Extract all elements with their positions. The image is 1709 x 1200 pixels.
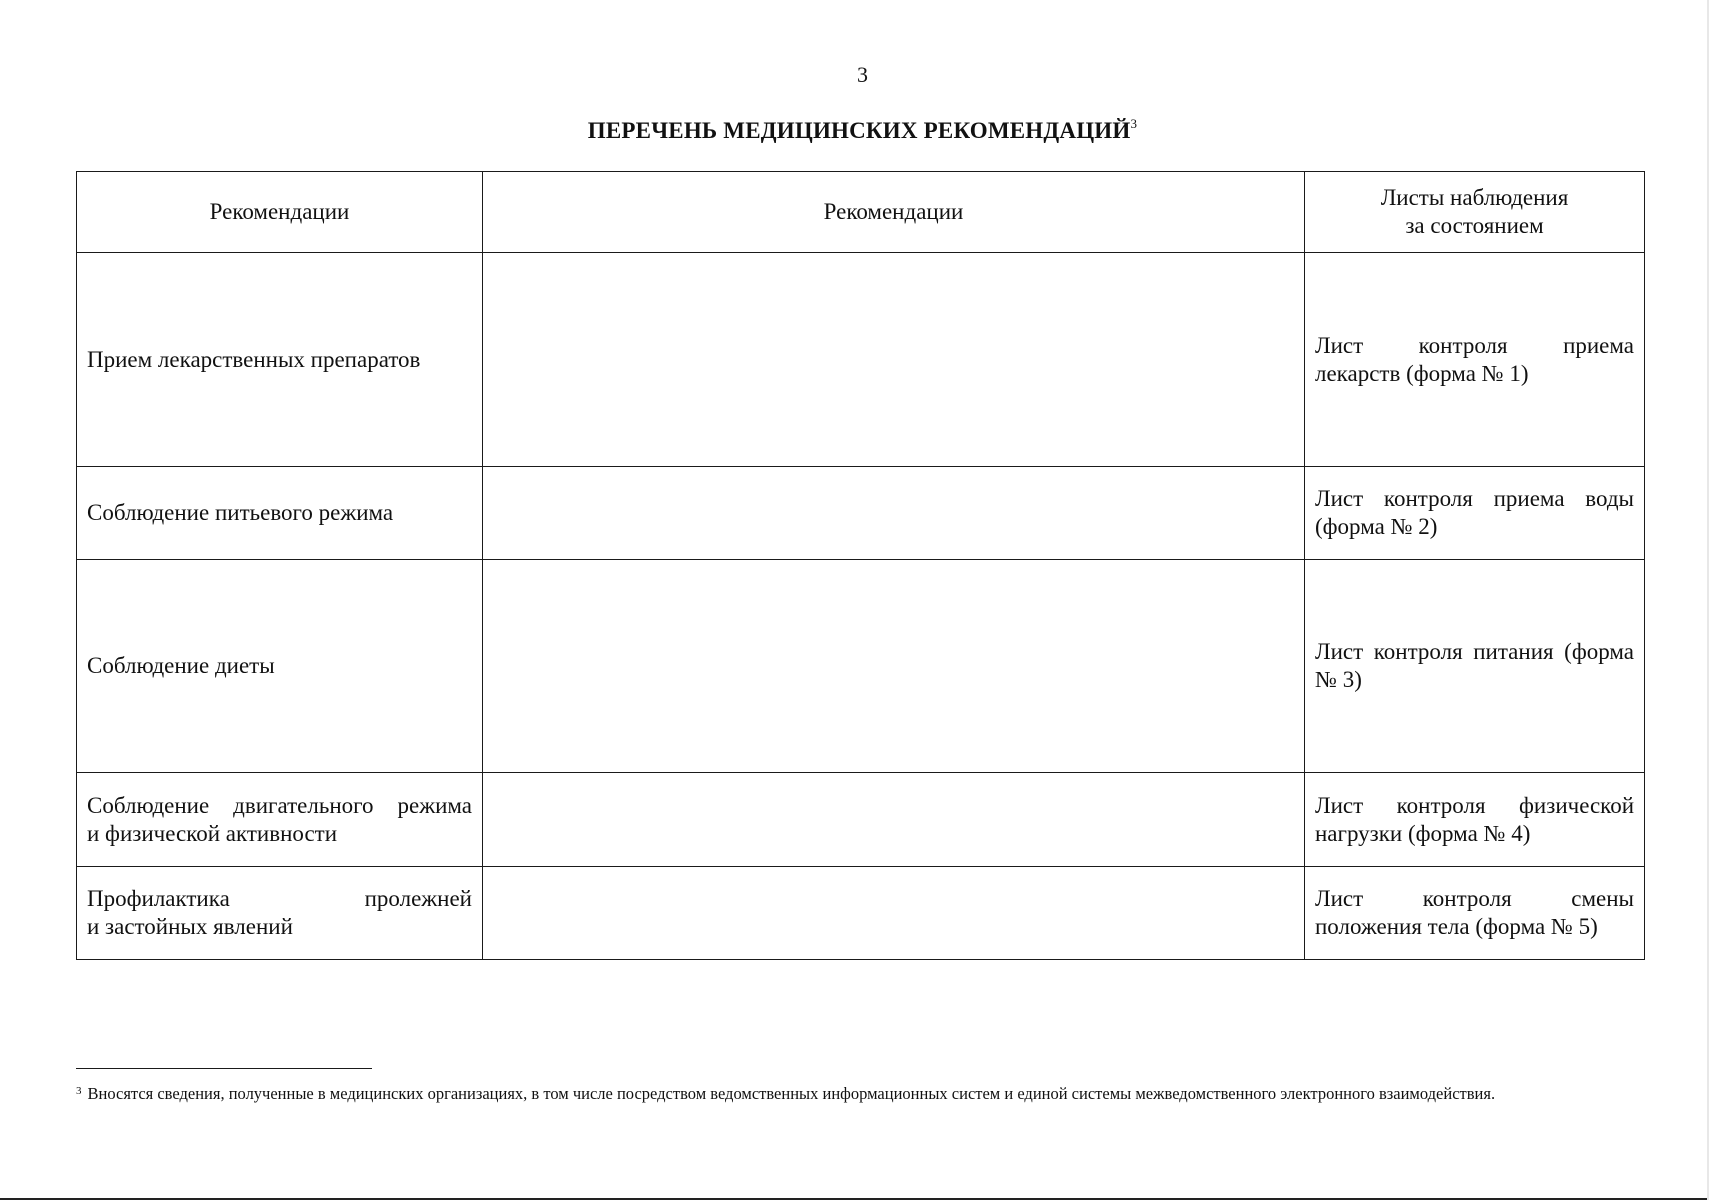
row-4-sheet-line-1: Лист контроля физической xyxy=(1315,792,1634,818)
recommendations-table xyxy=(76,171,1645,960)
row-1-name-line-1: Прием лекарственных препаратов xyxy=(87,346,421,372)
footnote-divider xyxy=(76,1068,372,1069)
row-3-name xyxy=(77,560,483,773)
header-col-3 xyxy=(1305,172,1645,253)
header-col-3-line-2: за состоянием xyxy=(1405,213,1544,238)
document-title-text: ПЕРЕЧЕНЬ МЕДИЦИНСКИХ РЕКОМЕНДАЦИЙ xyxy=(587,118,1131,143)
row-4-recommendation-cell[interactable] xyxy=(483,773,1305,867)
row-4-name-line-2: и физической активности xyxy=(87,820,338,846)
document-title xyxy=(0,116,1709,144)
table-header-row xyxy=(77,172,1645,253)
row-1-sheet-line-2: лекарств (форма № 1) xyxy=(1315,360,1529,386)
row-4-name xyxy=(77,773,483,867)
table-row xyxy=(77,560,1645,773)
row-4-name-line-1: Соблюдение двигательного режима xyxy=(87,792,472,818)
row-4-sheet xyxy=(1305,773,1645,867)
row-1-name xyxy=(77,253,483,467)
row-5-name xyxy=(77,867,483,960)
row-5-sheet xyxy=(1305,867,1645,960)
row-3-sheet xyxy=(1305,560,1645,773)
table-row xyxy=(77,253,1645,467)
row-5-name-line-1: Профилактика пролежней xyxy=(87,886,472,911)
row-3-sheet-line-1: Лист контроля питания (форма xyxy=(1315,639,1634,664)
header-col-1: Рекомендации xyxy=(77,172,483,253)
footnote-mark: 3 xyxy=(76,1085,82,1097)
row-2-sheet-line-1: Лист контроля приема воды xyxy=(1315,486,1634,511)
footnote xyxy=(76,1080,1636,1105)
row-1-sheet xyxy=(1305,253,1645,467)
footnote-text: Вносятся сведения, полученные в медицинских организациях, в том числе посредством ведомственных информационных систем и единой системы межведомственного электронного взаимодействия. xyxy=(87,1084,1496,1103)
row-1-sheet-line-1: Лист контроля приема xyxy=(1315,332,1634,358)
row-2-sheet-line-2: (форма № 2) xyxy=(1315,514,1438,539)
table-row xyxy=(77,467,1645,560)
header-col-2: Рекомендации xyxy=(483,172,1305,253)
table-row xyxy=(77,773,1645,867)
row-3-sheet-line-2: № 3) xyxy=(1315,667,1362,692)
row-2-recommendation-cell[interactable] xyxy=(483,467,1305,560)
row-2-sheet xyxy=(1305,467,1645,560)
table-row xyxy=(77,867,1645,960)
row-2-name xyxy=(77,467,483,560)
row-5-sheet-line-2: положения тела (форма № 5) xyxy=(1315,914,1598,939)
row-1-recommendation-cell[interactable] xyxy=(483,253,1305,467)
row-2-name-line-1: Соблюдение питьевого режима xyxy=(87,500,394,525)
row-4-sheet-line-2: нагрузки (форма № 4) xyxy=(1315,820,1531,846)
row-5-sheet-line-1: Лист контроля смены xyxy=(1315,886,1634,911)
header-col-3-line-1: Листы наблюдения xyxy=(1380,185,1569,210)
title-footnote-mark: 3 xyxy=(1130,116,1138,131)
row-3-name-line-1: Соблюдение диеты xyxy=(87,653,275,678)
row-5-name-line-2: и застойных явлений xyxy=(87,914,293,939)
page-number: 3 xyxy=(857,62,868,87)
row-5-recommendation-cell[interactable] xyxy=(483,867,1305,960)
row-3-recommendation-cell[interactable] xyxy=(483,560,1305,773)
